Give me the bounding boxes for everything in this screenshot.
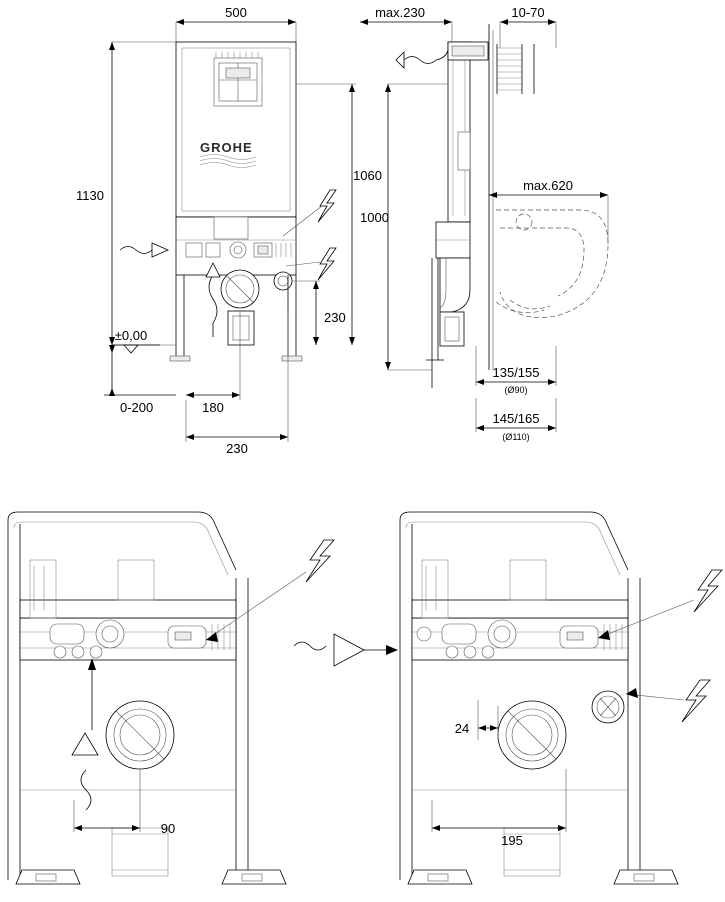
dim-max-620: max.620	[523, 178, 573, 193]
flash-icon-bottom-right-lower	[682, 680, 710, 722]
dim-195: 195	[501, 833, 523, 848]
dim-1060: 1060	[353, 168, 382, 183]
water-supply-symbol-front	[120, 243, 168, 257]
dim-front-width: 500	[225, 5, 247, 20]
flash-icon-front-lower	[318, 248, 336, 280]
dim-max-230: max.230	[375, 5, 425, 20]
flash-icon-front-upper	[318, 190, 336, 222]
dim-180: 180	[202, 400, 224, 415]
dim-24: 24	[454, 721, 470, 736]
dim-10-70: 10-70	[511, 5, 545, 20]
flash-icon-bottom-left	[306, 540, 334, 582]
front-elevation-view	[76, 5, 389, 456]
datum-marker	[112, 328, 160, 353]
wc-bowl-outline	[496, 210, 608, 318]
frame-front-right-view	[400, 512, 722, 884]
water-supply-symbol-center	[294, 634, 398, 666]
dim-d90: (Ø90)	[504, 385, 528, 395]
water-supply-symbol-side	[396, 50, 448, 68]
dim-90: 90	[160, 821, 176, 836]
dim-0-200: 0-200	[120, 400, 154, 415]
svg-text:±0,00: ±0,00	[114, 328, 148, 343]
dim-135-155: 135/155	[492, 365, 540, 380]
flash-icon-bottom-right-upper	[694, 570, 722, 612]
dim-1000: 1000	[360, 210, 389, 225]
dim-145-165: 145/165	[492, 411, 540, 426]
dim-d110: (Ø110)	[502, 432, 530, 442]
frame-front-left-view	[8, 512, 334, 884]
dim-230-bottom: 230	[226, 441, 248, 456]
dim-1130: 1130	[76, 188, 104, 203]
side-section-view	[353, 5, 608, 442]
dim-230-middle: 230	[324, 310, 346, 325]
brand-logo: GROHE	[200, 140, 253, 155]
